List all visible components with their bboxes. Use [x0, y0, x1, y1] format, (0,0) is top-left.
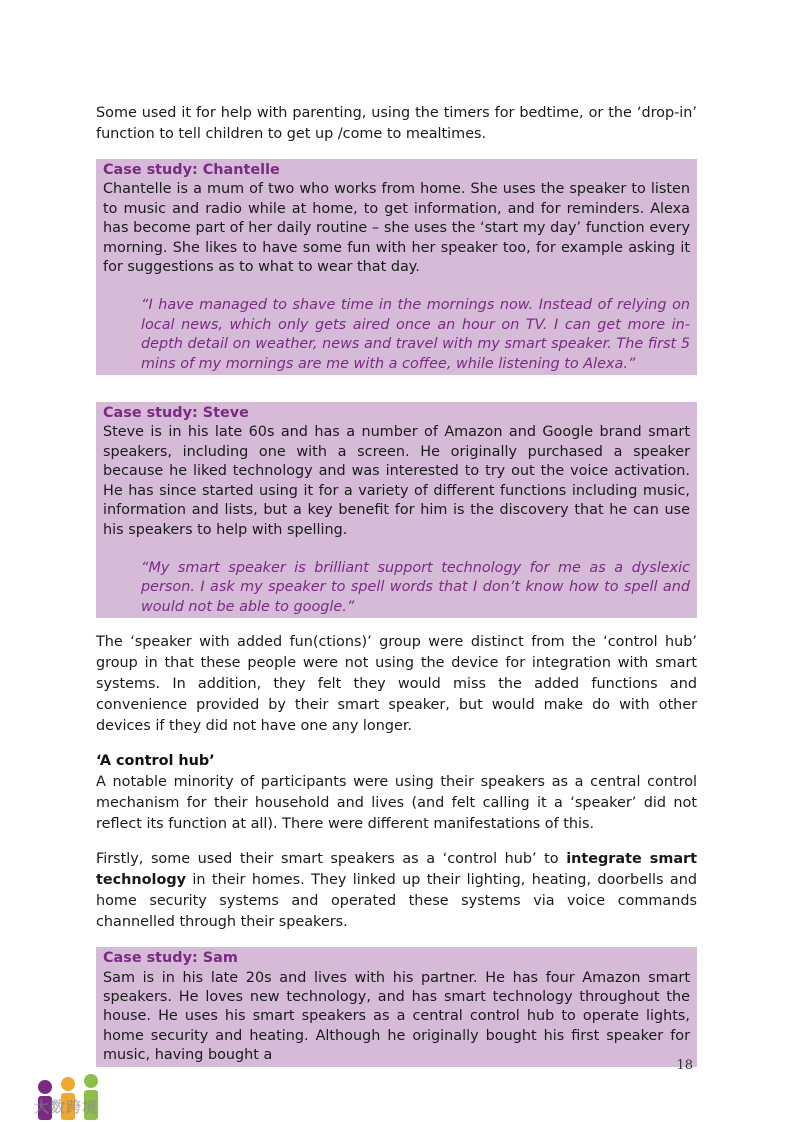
section-heading: ‘A control hub’: [96, 753, 215, 770]
firstly-text-end: in their homes. They linked up their lighting, heating, doorbells and home security systems and operated these systems via voice commands channelled through their speakers.: [96, 872, 697, 931]
case-study-quote: “I have managed to shave time in the mornings now. Instead of relying on local news, which only gets aired once an hour on TV. I can get more in-depth detail on weather, news and travel with my smart speaker. The first 5 mins of my mornings are me with a coffee, while listening to Alexa.”: [141, 297, 690, 372]
firstly-text-bold: integrate smart technology: [96, 851, 698, 889]
case-study-title: Case study: Sam: [103, 950, 238, 967]
case-study-steve: [96, 402, 697, 618]
case-study-text: Chantelle is a mum of two who works from home. She uses the speaker to listen to music and radio while at home, to get information, and for reminders. Alexa has become part of her daily routine – she uses the ‘start my day’ function every morning. She likes to have some fun with her speaker too, for example asking it for suggestions as to what to wear that day.: [103, 181, 690, 276]
case-study-title: Case study: Steve: [103, 405, 249, 422]
case-study-text: Sam is in his late 20s and lives with his partner. He has four Amazon smart speakers. He loves new technology, and has smart technology throughout the house. He uses his smart speakers as a central control hub to operate lights, home security and heating. Although he originally bought his first speaker for music, having bought a: [103, 969, 690, 1064]
watermark-text: 大数跨境: [34, 1098, 99, 1116]
firstly-text-start: Firstly, some used their smart speakers as a ‘control hub’ to: [96, 851, 567, 868]
case-study-title: Case study: Chantelle: [103, 162, 280, 178]
case-study-text: Steve is in his late 60s and has a number of Amazon and Google brand smart speakers, including one with a screen. He originally purchased a speaker because he liked technology and was interested to try out the voice activation. He has since started using it for a variety of different functions including music, information and lists, but a key benefit for him is the discovery that he can use his speakers to help with spelling.: [103, 424, 690, 538]
page-number: 18: [676, 1058, 693, 1073]
case-study-quote: “My smart speaker is brilliant support technology for me as a dyslexic person. I ask my speaker to spell words that I don’t know how to spell and would not be able to google.”: [141, 559, 690, 615]
group-paragraph: The ‘speaker with added fun(ctions)’ group were distinct from the ‘control hub’ group in that these people were not using the device for integration with smart systems. In addition, they felt they would miss the added functions and convenience provided by their smart speaker, but would make do with other devices if they did not have one any longer.: [96, 634, 697, 735]
page-content: [96, 103, 697, 1077]
control-hub-paragraph: A notable minority of participants were using their speakers as a central control mechanism for their household and lives (and felt calling it a ‘speaker’ did not reflect its function at all). There were different manifestations of this.: [96, 774, 697, 833]
case-study-sam: [96, 947, 697, 1066]
intro-paragraph: Some used it for help with parenting, using the timers for bedtime, or the ‘drop-in’ function to tell children to get up /come to mealtimes.: [96, 105, 697, 142]
case-study-chantelle: [96, 159, 697, 375]
firstly-paragraph: [96, 849, 697, 933]
